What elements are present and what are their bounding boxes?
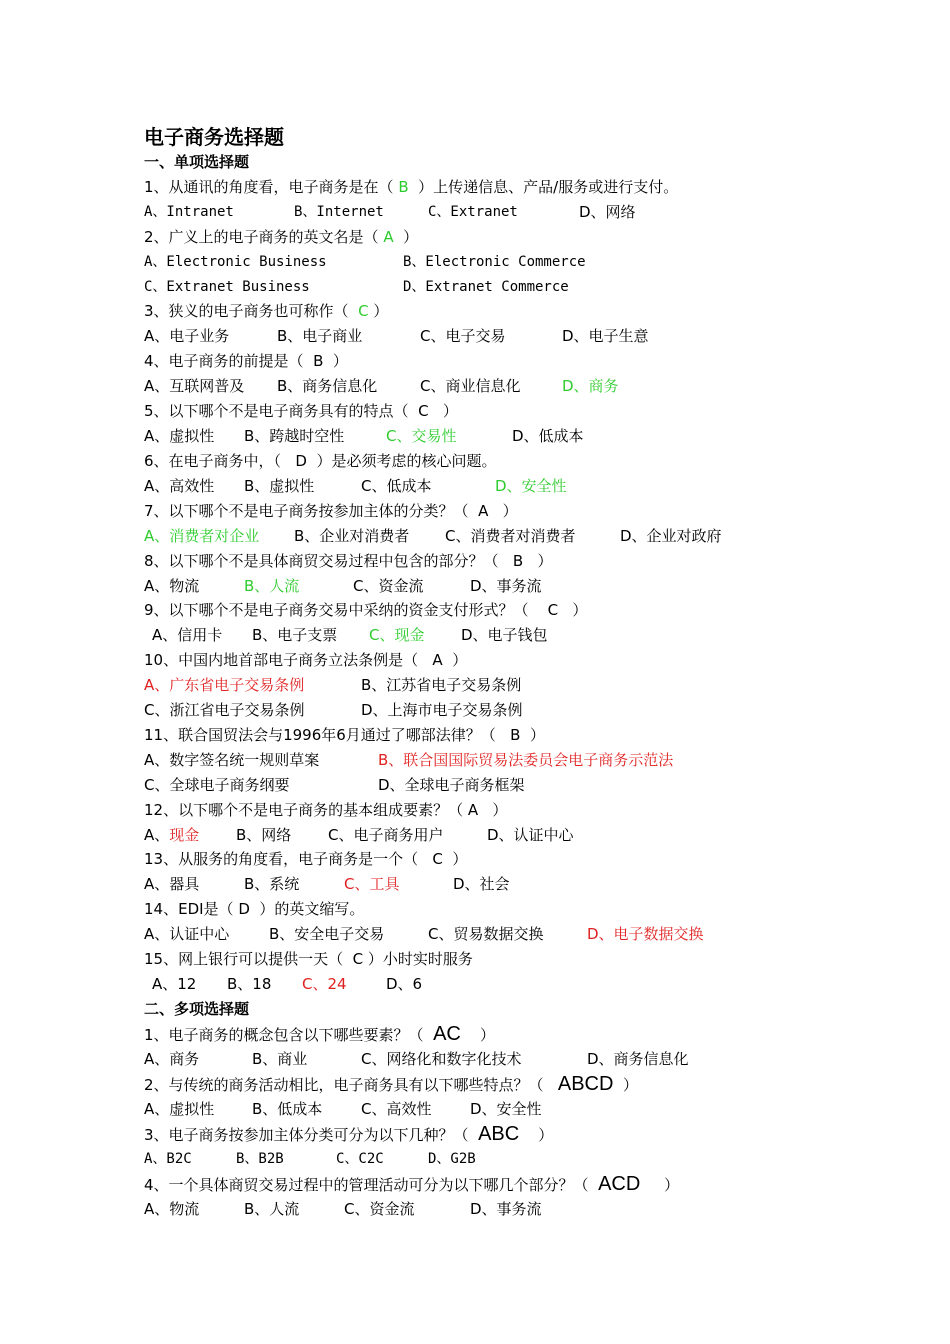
option-c: C、消费者对消费者 (445, 527, 576, 545)
answer: B (313, 352, 324, 370)
answer: AC (433, 1023, 461, 1045)
option-b: B、跨越时空性 (244, 427, 345, 445)
option-d: D、安全性 (495, 477, 567, 495)
option-a: A、B2C (144, 1151, 192, 1167)
question-8: 8、以下哪个不是具体商贸交易过程中包含的部分？（ B ） (144, 552, 553, 570)
option-b: B、企业对消费者 (294, 527, 410, 545)
option-a: A、电子业务 (144, 327, 230, 345)
option-b: B、人流 (244, 577, 300, 595)
answer: B (398, 178, 409, 196)
option-a: A、信用卡 (152, 626, 223, 644)
answer: ABC (478, 1123, 520, 1145)
question-12: 12、以下哪个不是电子商务的基本组成要素？（ A ） (144, 801, 508, 819)
option-b: B、B2B (236, 1151, 284, 1167)
section-single-heading: 一、单项选择题 (144, 153, 250, 171)
option-d: D、认证中心 (487, 826, 574, 844)
option-b: B、18 (227, 975, 272, 993)
answer: B (512, 552, 524, 570)
answer: D (238, 900, 250, 918)
answer: D (295, 452, 307, 470)
option-c: C、工具 (344, 875, 400, 893)
option-d: D、上海市电子交易条例 (361, 701, 523, 719)
option-b: B、电子商业 (277, 327, 363, 345)
answer: C (418, 402, 429, 420)
option-a: A、虚拟性 (144, 427, 215, 445)
option-a: A、物流 (144, 577, 200, 595)
option-d: D、电子生意 (562, 327, 649, 345)
option-c: C、贸易数据交换 (428, 925, 544, 943)
question-3: 3、狭义的电子商务也可称作（ C ） (144, 302, 389, 320)
option-a: A、物流 (144, 1200, 200, 1218)
question-5: 5、以下哪个不是电子商务具有的特点（ C ） (144, 402, 458, 420)
option-c: C、高效性 (361, 1100, 432, 1118)
option-c: C、24 (302, 975, 347, 993)
option-b: B、商务信息化 (277, 377, 378, 395)
question-9: 9、以下哪个不是电子商务交易中采纳的资金支付形式？（ C ） (144, 601, 588, 619)
option-d: D、低成本 (512, 427, 584, 445)
option-a: A、器具 (144, 875, 200, 893)
answer: C (432, 850, 443, 868)
option-d: D、G2B (428, 1151, 476, 1167)
option-d: D、事务流 (470, 1200, 542, 1218)
answer: ABCD (557, 1073, 614, 1095)
option-a: A、互联网普及 (144, 377, 245, 395)
option-c: C、低成本 (361, 477, 432, 495)
option-c: C、现金 (369, 626, 425, 644)
option-c: C、Extranet (428, 204, 518, 220)
option-a: A、消费者对企业 (144, 527, 260, 545)
section-multi-heading: 二、多项选择题 (144, 1000, 250, 1018)
multi-question-4: 4、一个具体商贸交易过程中的管理活动可分为以下哪几个部分？（ ACD ） (144, 1173, 680, 1195)
option-d: D、社会 (453, 875, 510, 893)
option-b: B、人流 (244, 1200, 300, 1218)
option-d: D、6 (386, 975, 423, 993)
option-a: A、虚拟性 (144, 1100, 215, 1118)
answer: A (432, 651, 443, 669)
answer: C (352, 950, 364, 968)
option-a: A、高效性 (144, 477, 215, 495)
option-c: C、全球电子商务纲要 (144, 776, 290, 794)
option-a: A、数字签名统一规则草案 (144, 751, 320, 769)
option-b: B、Internet (294, 204, 384, 220)
option-b: B、Electronic Commerce (403, 254, 586, 270)
option-c: C、C2C (336, 1151, 384, 1167)
option-a: A、认证中心 (144, 925, 230, 943)
option-d: D、全球电子商务框架 (378, 776, 525, 794)
option-b: B、安全电子交易 (269, 925, 385, 943)
answer: C (547, 601, 559, 619)
question-4: 4、电子商务的前提是（ B ） (144, 352, 348, 370)
option-b: B、江苏省电子交易条例 (361, 676, 522, 694)
option-d: D、商务 (562, 377, 619, 395)
question-2: 2、广义上的电子商务的英文名是（ A ） (144, 228, 419, 246)
question-7: 7、以下哪个不是电子商务按参加主体的分类？（ A ） (144, 502, 518, 520)
option-b: B、商业 (252, 1050, 308, 1068)
option-a: A、商务 (144, 1050, 200, 1068)
option-b: B、低成本 (252, 1100, 323, 1118)
answer: ACD (598, 1173, 641, 1195)
option-b: B、系统 (244, 875, 300, 893)
question-10: 10、中国内地首部电子商务立法条例是（ A ） (144, 651, 468, 669)
question-6: 6、在电子商务中，（ D ）是必须考虑的核心问题。 (144, 452, 497, 470)
option-c: C、交易性 (386, 427, 457, 445)
option-a: A、Electronic Business (144, 254, 327, 270)
multi-question-1: 1、电子商务的概念包含以下哪些要素？（ AC ） (144, 1023, 495, 1045)
question-11: 11、联合国贸法会与1996年6月通过了哪部法律？（ B ） (144, 726, 545, 744)
option-a: A、12 (152, 975, 197, 993)
option-c: C、电子商务用户 (328, 826, 444, 844)
option-c: C、浙江省电子交易条例 (144, 701, 305, 719)
option-d: D、电子钱包 (461, 626, 548, 644)
option-d: D、安全性 (470, 1100, 542, 1118)
option-a: A、广东省电子交易条例 (144, 676, 305, 694)
answer: A (383, 228, 394, 246)
answer: A (478, 502, 489, 520)
answer: C (358, 302, 369, 320)
option-b: B、网络 (236, 826, 292, 844)
option-a: A、现金 (144, 826, 200, 844)
option-d: D、事务流 (470, 577, 542, 595)
option-c: C、资金流 (344, 1200, 415, 1218)
option-b: B、联合国国际贸易法委员会电子商务示范法 (378, 751, 674, 769)
multi-question-3: 3、电子商务按参加主体分类可分为以下几种？（ ABC ） (144, 1123, 554, 1145)
option-d: D、电子数据交换 (587, 925, 704, 943)
question-15: 15、网上银行可以提供一天（ C ）小时实时服务 (144, 950, 473, 968)
option-b: B、虚拟性 (244, 477, 315, 495)
option-d: D、商务信息化 (587, 1050, 689, 1068)
document-title: 电子商务选择题 (144, 125, 284, 149)
option-d: D、网络 (579, 203, 636, 221)
option-c: C、商业信息化 (420, 377, 521, 395)
answer: A (467, 801, 479, 819)
option-c: C、Extranet Business (144, 279, 310, 295)
multi-question-2: 2、与传统的商务活动相比，电子商务具有以下哪些特点？（ ABCD ） (144, 1073, 638, 1095)
option-d: D、Extranet Commerce (403, 279, 569, 295)
option-a: A、Intranet (144, 204, 234, 220)
option-c: C、网络化和数字化技术 (361, 1050, 522, 1068)
option-c: C、电子交易 (420, 327, 506, 345)
answer: B (510, 726, 521, 744)
question-14: 14、EDI是（ D ）的英文缩写。 (144, 900, 365, 918)
option-d: D、企业对政府 (620, 527, 722, 545)
option-c: C、资金流 (353, 577, 424, 595)
question-1: 1、从通讯的角度看，电子商务是在（ B ）上传递信息、产品/服务或进行支付。 (144, 178, 679, 196)
option-b: B、电子支票 (252, 626, 338, 644)
question-13: 13、从服务的角度看，电子商务是一个（ C ） (144, 850, 468, 868)
